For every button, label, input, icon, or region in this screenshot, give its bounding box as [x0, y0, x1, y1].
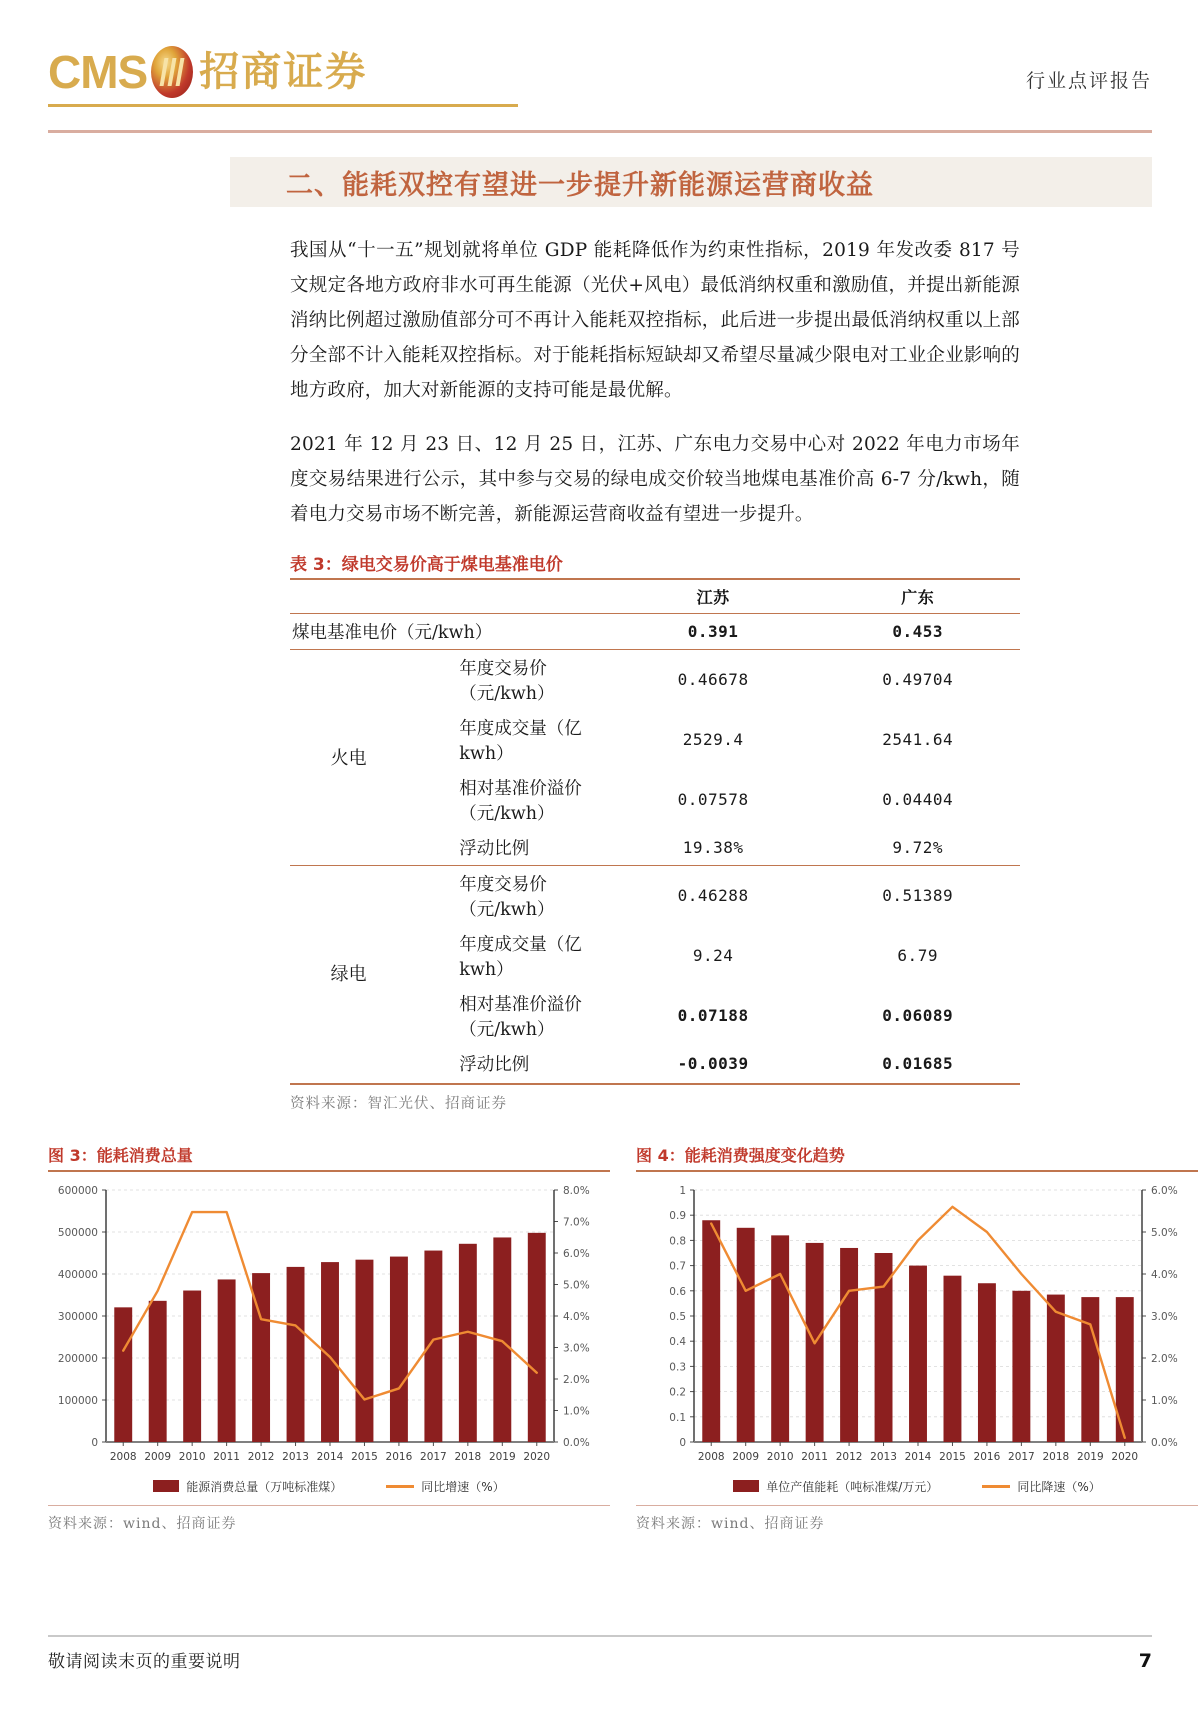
table3-cell-jiangsu: 0.46288	[677, 886, 749, 905]
table3-group-label-thermal: 火电	[330, 748, 367, 769]
svg-text:2018: 2018	[1042, 1450, 1070, 1463]
legend-line-swatch-icon	[386, 1485, 414, 1488]
footer-note: 敬请阅读末页的重要说明	[48, 1652, 241, 1672]
svg-text:2008: 2008	[697, 1450, 725, 1463]
svg-text:2012: 2012	[835, 1450, 863, 1463]
svg-text:5.0%: 5.0%	[1151, 1226, 1178, 1239]
svg-text:2020: 2020	[1111, 1450, 1139, 1463]
table3-baseline-label: 煤电基准电价（元/kwh）	[292, 622, 493, 643]
section-title-banner	[230, 157, 1152, 207]
table3-cell-guangdong: 9.72%	[892, 837, 944, 857]
svg-text:7.0%: 7.0%	[563, 1216, 590, 1228]
table3-cell-jiangsu: 2529.4	[682, 730, 744, 749]
svg-text:1: 1	[679, 1184, 686, 1197]
svg-text:0.0%: 0.0%	[1151, 1436, 1178, 1449]
table3-group-label-green: 绿电	[330, 964, 367, 985]
svg-text:4.0%: 4.0%	[1151, 1268, 1178, 1281]
page-header	[48, 28, 1152, 124]
table3-cell-jiangsu: 9.24	[692, 946, 734, 965]
svg-text:2011: 2011	[213, 1450, 240, 1463]
table3-cell-guangdong: 6.79	[897, 946, 938, 965]
figure3-card	[48, 1143, 610, 1533]
svg-text:0.5: 0.5	[669, 1310, 686, 1323]
paragraph-1: 我国从“十一五”规划就将单位 GDP 能耗降低作为约束性指标，2019 年发改委 817 号文规定各地方政府非水可再生能源（光伏+风电）最低消纳权重和激励值，并提出新能源消纳比例超过激励值部分可不再计入能耗双控指标，此后进一步提出最低消纳权重以上部分全部不计入能耗双控指标。对于能耗指标短缺却又希望尽量减少限电对工业企业影响的地方政府，加大对新能源的支持可能是最优解。	[290, 240, 1020, 401]
table3-col-spacer	[407, 579, 611, 614]
table3-source: 资料来源：智汇光伏、招商证券	[290, 1095, 507, 1112]
figure3-plot	[48, 1176, 610, 1476]
svg-text:1.0%: 1.0%	[1151, 1394, 1178, 1407]
table3-row-label: 年度交易价（元/kwh）	[459, 658, 555, 704]
svg-text:3.0%: 3.0%	[1151, 1310, 1178, 1323]
svg-text:2010: 2010	[766, 1450, 794, 1463]
legend-bar-label: 单位产值能耗（吨标准煤/万元）	[766, 1479, 939, 1494]
table3-cell-guangdong: 0.01685	[882, 1053, 954, 1073]
body-text-block	[290, 233, 1020, 532]
report-type-label: 行业点评报告	[1025, 70, 1152, 92]
document-page	[0, 28, 1200, 1726]
svg-text:2010: 2010	[178, 1450, 206, 1463]
legend-item-line	[982, 1478, 1100, 1495]
company-logo	[48, 46, 367, 98]
figure3-source: 资料来源：wind、招商证券	[48, 1505, 610, 1533]
table3-col-jiangsu: 江苏	[696, 587, 730, 607]
svg-text:2009: 2009	[144, 1450, 172, 1463]
svg-text:0.7: 0.7	[669, 1260, 686, 1273]
svg-text:600000: 600000	[57, 1184, 98, 1197]
svg-text:0.8: 0.8	[669, 1234, 686, 1247]
svg-text:0: 0	[679, 1436, 686, 1449]
legend-bar-swatch-icon	[153, 1480, 179, 1492]
table3-row-label: 年度交易价（元/kwh）	[459, 874, 555, 920]
svg-text:2014: 2014	[904, 1450, 932, 1463]
figure4-title: 图 4：能耗消费强度变化趋势	[636, 1143, 1198, 1172]
svg-text:2011: 2011	[801, 1450, 828, 1463]
figure4-legend	[636, 1478, 1198, 1495]
logo-chinese-text: 招商证券	[199, 49, 368, 95]
svg-text:5.0%: 5.0%	[563, 1279, 590, 1291]
svg-text:0: 0	[91, 1436, 98, 1449]
svg-text:2016: 2016	[973, 1450, 1001, 1463]
svg-text:0.1: 0.1	[669, 1411, 686, 1424]
svg-text:0.3: 0.3	[669, 1360, 686, 1373]
svg-text:2.0%: 2.0%	[563, 1373, 590, 1386]
svg-text:3.0%: 3.0%	[563, 1342, 590, 1354]
svg-text:2013: 2013	[282, 1450, 309, 1463]
legend-item-bar	[733, 1478, 938, 1495]
svg-text:2018: 2018	[454, 1450, 482, 1463]
table-row	[290, 579, 1020, 614]
table-row	[290, 649, 1020, 710]
svg-text:2015: 2015	[351, 1450, 378, 1463]
logo-latin-text: CMS	[48, 46, 148, 98]
figure3-svg	[48, 1176, 610, 1476]
table3-row-label: 相对基准价溢价（元/kwh）	[459, 778, 582, 824]
table3-cell-guangdong: 2541.64	[882, 730, 954, 749]
figure3-legend	[48, 1478, 610, 1495]
figure4-plot	[636, 1176, 1198, 1476]
svg-text:2.0%: 2.0%	[1151, 1352, 1178, 1365]
logo-underline	[48, 104, 518, 107]
svg-text:0.6: 0.6	[669, 1285, 686, 1298]
table3-cell-jiangsu: -0.0039	[677, 1053, 749, 1073]
legend-line-label: 同比增速（%）	[421, 1479, 505, 1494]
figure4-source: 资料来源：wind、招商证券	[636, 1505, 1198, 1533]
svg-text:2013: 2013	[870, 1450, 897, 1463]
header-divider	[48, 130, 1152, 133]
svg-text:2008: 2008	[109, 1450, 137, 1463]
svg-text:2019: 2019	[1076, 1450, 1104, 1463]
table3-title: 表 3：绿电交易价高于煤电基准电价	[290, 554, 563, 575]
legend-bar-label: 能源消费总量（万吨标准煤）	[186, 1479, 343, 1494]
figure4-svg	[636, 1176, 1198, 1476]
table3-cell-guangdong: 0.49704	[882, 670, 954, 689]
table3-baseline-jiangsu: 0.391	[687, 621, 739, 641]
figure4-card	[636, 1143, 1198, 1533]
svg-text:2020: 2020	[523, 1450, 551, 1463]
svg-text:1.0%: 1.0%	[563, 1405, 590, 1417]
svg-text:2017: 2017	[420, 1450, 447, 1463]
table3-cell-jiangsu: 0.07188	[677, 1006, 749, 1025]
table3-row-label: 相对基准价溢价（元/kwh）	[459, 994, 582, 1040]
svg-text:500000: 500000	[57, 1226, 98, 1239]
svg-text:2016: 2016	[385, 1450, 413, 1463]
table-row	[290, 613, 1020, 649]
figure3-title: 图 3：能耗消费总量	[48, 1143, 610, 1172]
svg-text:0.9: 0.9	[669, 1209, 686, 1222]
svg-text:400000: 400000	[57, 1268, 98, 1281]
legend-item-line	[386, 1478, 504, 1495]
svg-text:100000: 100000	[57, 1394, 98, 1407]
legend-line-label: 同比降速（%）	[1017, 1479, 1101, 1494]
table3	[290, 578, 1020, 1081]
svg-text:2019: 2019	[488, 1450, 516, 1463]
footer-divider	[48, 1635, 1152, 1637]
table3-row-label: 年度成交量（亿 kwh）	[459, 718, 582, 764]
table3-cell-jiangsu: 0.07578	[677, 790, 749, 809]
svg-text:0.0%: 0.0%	[563, 1436, 590, 1449]
svg-text:2009: 2009	[732, 1450, 760, 1463]
svg-text:6.0%: 6.0%	[563, 1247, 590, 1260]
svg-text:0.2: 0.2	[669, 1386, 686, 1399]
section-title-text: 二、能耗双控有望进一步提升新能源运营商收益	[286, 169, 874, 201]
svg-text:2014: 2014	[316, 1450, 344, 1463]
page-number: 7	[1138, 1650, 1152, 1672]
svg-text:0.4: 0.4	[669, 1335, 686, 1348]
table3-baseline-guangdong: 0.453	[892, 621, 944, 641]
table3-col-guangdong: 广东	[901, 587, 935, 607]
table3-block	[290, 550, 1020, 1113]
svg-text:4.0%: 4.0%	[563, 1310, 590, 1323]
legend-item-bar	[153, 1478, 342, 1495]
charts-row	[48, 1143, 1178, 1533]
table3-cell-guangdong: 0.04404	[882, 790, 954, 809]
svg-text:2015: 2015	[939, 1450, 966, 1463]
logo-badge-icon	[151, 46, 193, 98]
page-footer	[48, 1635, 1152, 1672]
table3-body	[290, 613, 1020, 1081]
table3-row-label: 浮动比例	[459, 1054, 530, 1075]
table3-col-blank	[290, 579, 407, 614]
svg-text:300000: 300000	[57, 1310, 98, 1323]
legend-bar-swatch-icon	[733, 1480, 759, 1492]
table3-row-label: 年度成交量（亿 kwh）	[459, 934, 582, 980]
paragraph-2: 2021 年 12 月 23 日、12 月 25 日，江苏、广东电力交易中心对 2022 年电力市场年度交易结果进行公示，其中参与交易的绿电成交价较当地煤电基准价高 6-7 分/kwh，随着电力交易市场不断完善，新能源运营商收益有望进一步提升。	[290, 433, 1020, 525]
table3-row-label: 浮动比例	[459, 838, 530, 859]
svg-text:8.0%: 8.0%	[563, 1184, 590, 1197]
table3-head	[290, 579, 1020, 614]
table3-cell-guangdong: 0.06089	[882, 1006, 954, 1025]
svg-text:6.0%: 6.0%	[1151, 1184, 1178, 1197]
table3-cell-guangdong: 0.51389	[882, 886, 954, 905]
svg-text:200000: 200000	[57, 1352, 98, 1365]
table-row	[290, 865, 1020, 926]
table3-cell-jiangsu: 19.38%	[682, 837, 744, 857]
table3-bottom-rule	[290, 1083, 1020, 1085]
svg-text:2012: 2012	[247, 1450, 275, 1463]
legend-line-swatch-icon	[982, 1485, 1010, 1488]
table3-cell-jiangsu: 0.46678	[677, 670, 749, 689]
svg-text:2017: 2017	[1008, 1450, 1035, 1463]
